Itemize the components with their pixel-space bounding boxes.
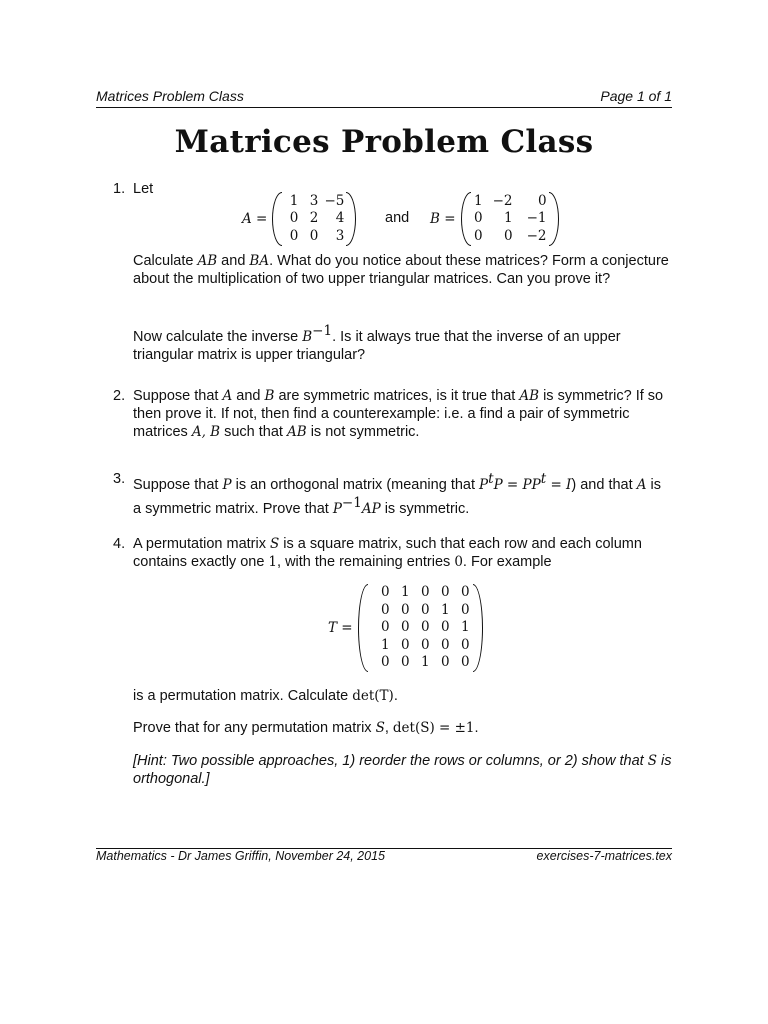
matrix-t: [328, 584, 483, 672]
page-number: Page 1 of 1: [600, 88, 672, 104]
header-title: Matrices Problem Class: [96, 88, 244, 104]
cell: 0: [461, 584, 470, 601]
cell: −2: [492, 192, 513, 209]
right-paren: [473, 584, 483, 672]
cell: 0: [537, 192, 547, 209]
header-rule: [96, 107, 672, 108]
cell: 1: [461, 619, 470, 636]
cell: 4: [335, 210, 345, 227]
q4-paragraph-3: Prove that for any permutation matrix S, det(S) = ±1.: [133, 720, 479, 736]
page-footer: [96, 849, 672, 863]
cell: 0: [441, 619, 450, 636]
cell: 0: [401, 654, 410, 671]
cell: 0: [381, 619, 390, 636]
matrix-t-label: T =: [328, 620, 353, 636]
matrix-a: [242, 192, 356, 246]
cell: 0: [421, 619, 430, 636]
cell: 0: [461, 654, 470, 671]
cell: 0: [503, 227, 513, 244]
cell: 1: [473, 192, 483, 209]
matrix-b-label: B =: [430, 211, 456, 227]
q1-number: 1.: [113, 181, 126, 197]
left-paren: [272, 192, 282, 246]
cell: 1: [401, 584, 410, 601]
cell: −5: [324, 192, 345, 209]
cell: 0: [381, 654, 390, 671]
cell: 0: [461, 601, 470, 618]
q2-text: Suppose that A and B are symmetric matrices, is it true that AB is symmetric? If so then prove it. If not, then find a counterexample: i.e. a find a pair of symmetric matrices A, B such that AB is not symmetric.: [133, 388, 664, 440]
left-paren: [358, 584, 368, 672]
and-text: and: [385, 210, 410, 226]
cell: −2: [526, 227, 547, 244]
q4-number: 4.: [113, 536, 126, 552]
matrix-b: [430, 192, 559, 246]
cell: 0: [473, 210, 483, 227]
right-paren: [346, 192, 356, 246]
cell: 0: [421, 601, 430, 618]
right-paren: [549, 192, 559, 246]
cell: 3: [335, 227, 345, 244]
cell: 0: [461, 636, 470, 653]
q1-paragraph-2: Now calculate the inverse $B^{-1}$. Is it always true that the inverse of an upper triangular matrix is upper triangular?: [133, 323, 621, 363]
q1-paragraph-1: Calculate AB and BA. What do you notice about these matrices? Form a conjecture about the multiplication of two upper triangular matrices. Can you prove it?: [133, 253, 669, 287]
cell: 0: [441, 584, 450, 601]
footer-filename: exercises-7-matrices.tex: [536, 849, 672, 863]
cell: 1: [503, 210, 513, 227]
cell: 1: [421, 654, 430, 671]
cell: 0: [309, 227, 319, 244]
page-title: Matrices Problem Class: [174, 124, 594, 160]
cell: 0: [381, 584, 390, 601]
cell: 0: [289, 210, 299, 227]
q1-intro: Let: [133, 181, 154, 197]
cell: 1: [381, 636, 390, 653]
cell: 3: [309, 192, 319, 209]
matrix-a-label: A =: [242, 211, 268, 227]
cell: 0: [401, 601, 410, 618]
cell: 0: [473, 227, 483, 244]
q4-intro: A permutation matrix S is a square matrix, such that each row and each column contains exactly one 1, with the remaining entries 0. For example: [133, 536, 642, 570]
left-paren: [461, 192, 471, 246]
q4-paragraph-2: is a permutation matrix. Calculate det(T).: [133, 688, 398, 704]
cell: −1: [526, 210, 547, 227]
matrix-b-entries: [471, 193, 549, 246]
matrix-t-entries: [368, 584, 473, 672]
cell: 2: [309, 210, 319, 227]
cell: 0: [441, 654, 450, 671]
cell: 0: [381, 601, 390, 618]
cell: 0: [401, 619, 410, 636]
q4-hint: [Hint: Two possible approaches, 1) reorder the rows or columns, or 2) show that S is orthogonal.]: [133, 753, 672, 787]
cell: 1: [441, 601, 450, 618]
cell: 0: [401, 636, 410, 653]
cell: 0: [421, 584, 430, 601]
q2-number: 2.: [113, 388, 126, 404]
q3-number: 3.: [113, 471, 126, 487]
matrix-a-entries: [282, 193, 346, 246]
footer-author: Mathematics - Dr James Griffin, November 24, 2015: [96, 849, 385, 863]
cell: 0: [441, 636, 450, 653]
cell: 0: [421, 636, 430, 653]
cell: 1: [289, 192, 299, 209]
cell: 0: [289, 227, 299, 244]
q3-text: Suppose that P is an orthogonal matrix (meaning that $P^tP = PP^t = I$) and that A is a symmetric matrix. Prove that $P^{-1}AP$ is symmetric.: [133, 471, 661, 517]
page-header: [96, 88, 672, 104]
